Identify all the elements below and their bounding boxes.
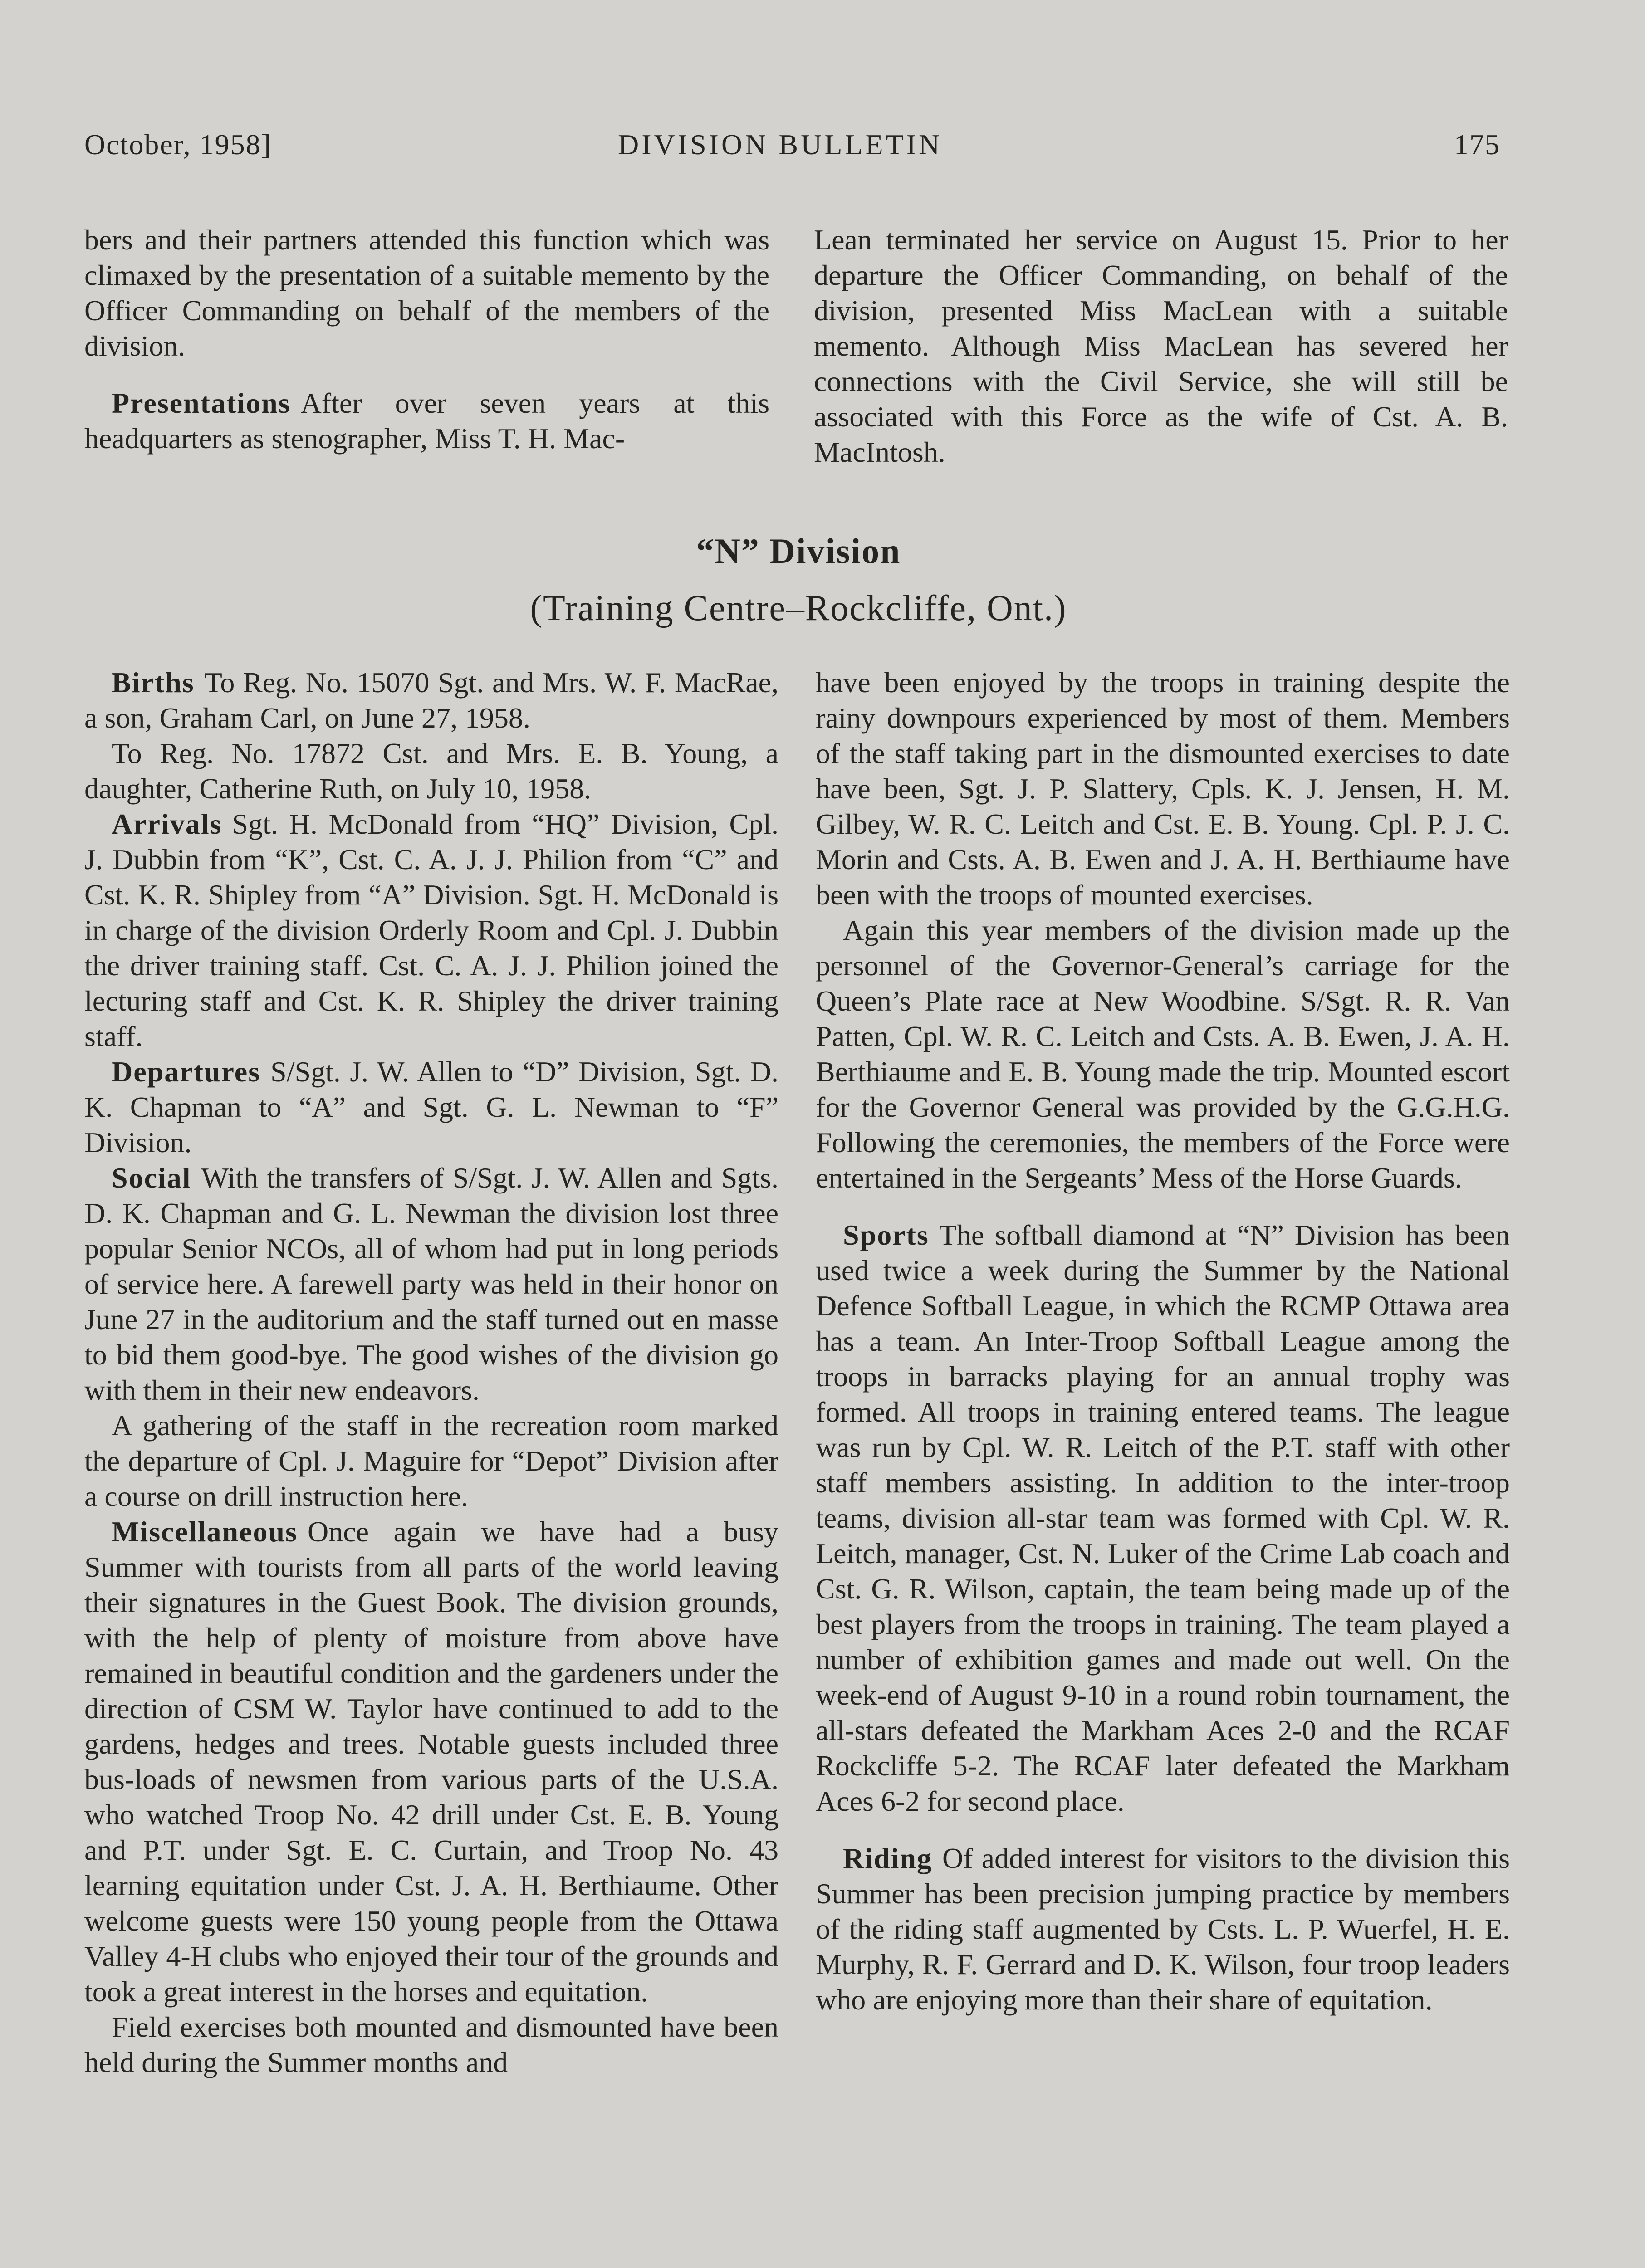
presentations-text: After over seven years at this headquarters as stenographer, Miss T. H. Mac- [84,387,769,455]
departures-text: S/Sgt. J. W. Allen to “D” Division, Sgt. D. K. Chapman to “A” and Sgt. G. L. Newman to “F” Division. [84,1056,778,1158]
miscellaneous-paragraph [84,1514,778,2009]
miscellaneous-text: Once again we have had a busy Summer with tourists from all parts of the world leaving their signatures in the Guest Book. The division grounds, with the help of plenty of moisture from above have remained in beautiful condition and the gardeners under the direction of CSM W. Taylor have continued to add to the gardens, hedges and trees. Notable guests included three bus-loads of newsmen from various parts of the U.S.A. who watched Troop No. 42 drill under Cst. E. B. Young and P.T. under Sgt. E. C. Curtain, and Troop No. 43 learning equitation under Cst. J. A. H. Berthiaume. Other welcome guests were 150 young people from the Ottawa Valley 4-H clubs who enjoyed their tour of the grounds and took a great interest in the horses and equitation. [84,1515,778,2008]
arrivals-text: Sgt. H. McDonald from “HQ” Division, Cpl. J. Dubbin from “K”, Cst. C. A. J. J. Philion from “C” and Cst. K. R. Shipley from “A” Division. Sgt. H. McDonald is in charge of the division Orderly Room and Cpl. J. Dubbin the driver training staff. Cst. C. A. J. J. Philion joined the lecturing staff and Cst. K. R. Shipley the driver training staff. [84,808,778,1052]
field-exercises-paragraph: Field exercises both mounted and dismounted have been held during the Summer months and [84,2011,778,2078]
social-paragraph [84,1160,778,1408]
births-paragraph [84,665,778,736]
header-publication-title: DIVISION BULLETIN [618,128,943,161]
top-left-column [84,222,769,456]
top-right-column [814,222,1508,470]
sports-text: The softball diamond at “N” Division has been used twice a week during the Summer by the National Defence Softball League, in which the RCMP Ottawa area has a team. An Inter-Troop Softball League among the troops in barracks playing for an annual trophy was formed. All troops in training entered teams. The league was run by Cpl. W. R. Leitch of the P.T. staff with other staff members assisting. In addition to the inter-troop teams, division all-star team was formed with Cpl. W. R. Leitch, manager, Cst. N. Luker of the Crime Lab coach and Cst. G. R. Wilson, captain, the team being made up of the best players from the troops in training. The team played a number of exhibition games and made out well. On the week-end of August 9-10 in a round robin tournament, the all-stars defeated the Markham Aces 2-0 and the RCAF Rockcliffe 5-2. The RCAF later defeated the Markham Aces 6-2 for second place. [816,1219,1510,1817]
social-text: With the transfers of S/Sgt. J. W. Allen and Sgts. D. K. Chapman and G. L. Newman the division lost three popular Senior NCOs, all of whom had put in long periods of service here. A farewell party was held in their honor on June 27 in the auditorium and the staff turned out en masse to bid them good-bye. The good wishes of the division go with them in their new endeavors. [84,1162,778,1406]
header-date: October, 1958] [84,128,272,161]
header-page-number: 175 [1454,128,1500,161]
continued-paragraph: bers and their partners attended this function which was climaxed by the presentation of a suitable memento by the Officer Commanding on behalf of the members of the division. [84,224,769,362]
social-paragraph-2: A gathering of the staff in the recreation room marked the departure of Cpl. J. Maguire for “Depot” Division after a course on drill instruction here. [84,1409,778,1512]
births-paragraph-2: To Reg. No. 17872 Cst. and Mrs. E. B. Young, a daughter, Catherine Ruth, on July 10, 1958. [84,737,778,805]
departures-paragraph [84,1054,778,1160]
births-text: To Reg. No. 15070 Sgt. and Mrs. W. F. MacRae, a son, Graham Carl, on June 27, 1958. [84,666,778,734]
arrivals-paragraph [84,807,778,1054]
riding-heading: Riding [843,1842,932,1874]
section-subtitle: (Training Centre–Rockcliffe, Ont.) [530,588,1067,628]
presentations-continued-paragraph: Lean terminated her service on August 15. Prior to her departure the Officer Commanding, on behalf of the division, presented Miss MacLean with a suitable memento. Although Miss MacLean has severed her connections with the Civil Service, she will still be associated with this Force as the wife of Cst. A. B. MacIntosh. [814,224,1508,468]
riding-paragraph [816,1841,1510,2018]
births-heading: Births [112,666,195,699]
queens-plate-paragraph: Again this year members of the division made up the personnel of the Governor-General’s carriage for the Queen’s Plate race at New Woodbine. S/Sgt. R. R. Van Patten, Cpl. W. R. C. Leitch and Csts. A. B. Ewen, J. A. H. Berthiaume and E. B. Young made the trip. Mounted escort for the Governor General was provided by the G.G.H.G. Following the ceremonies, the members of the Force were entertained in the Sergeants’ Mess of the Horse Guards. [816,914,1510,1194]
presentations-heading: Presentations [112,387,291,419]
sports-heading: Sports [843,1219,929,1251]
sports-paragraph [816,1217,1510,1819]
left-column [84,665,778,2080]
miscellaneous-heading: Miscellaneous [112,1515,298,1548]
social-heading: Social [112,1162,191,1194]
arrivals-heading: Arrivals [112,808,222,840]
right-column [816,665,1510,2018]
riding-text: Of added interest for visitors to the division this Summer has been precision jumping practice by members of the riding staff augmented by Csts. L. P. Wuerfel, H. E. Murphy, R. F. Gerrard and D. K. Wilson, four troop leaders who are enjoying more than their share of equitation. [816,1842,1510,2016]
section-title: “N” Division [696,531,901,571]
departures-heading: Departures [112,1056,261,1088]
presentations-paragraph [84,386,769,456]
field-exercises-continued-paragraph: have been enjoyed by the troops in training despite the rainy downpours experienced by most of them. Members of the staff taking part in the dismounted exercises to date have been, Sgt. J. P. Slattery, Cpls. K. J. Jensen, H. M. Gilbey, W. R. C. Leitch and Cst. E. B. Young. Cpl. P. J. C. Morin and Csts. A. B. Ewen and J. A. H. Berthiaume have been with the troops of mounted exercises. [816,666,1510,911]
